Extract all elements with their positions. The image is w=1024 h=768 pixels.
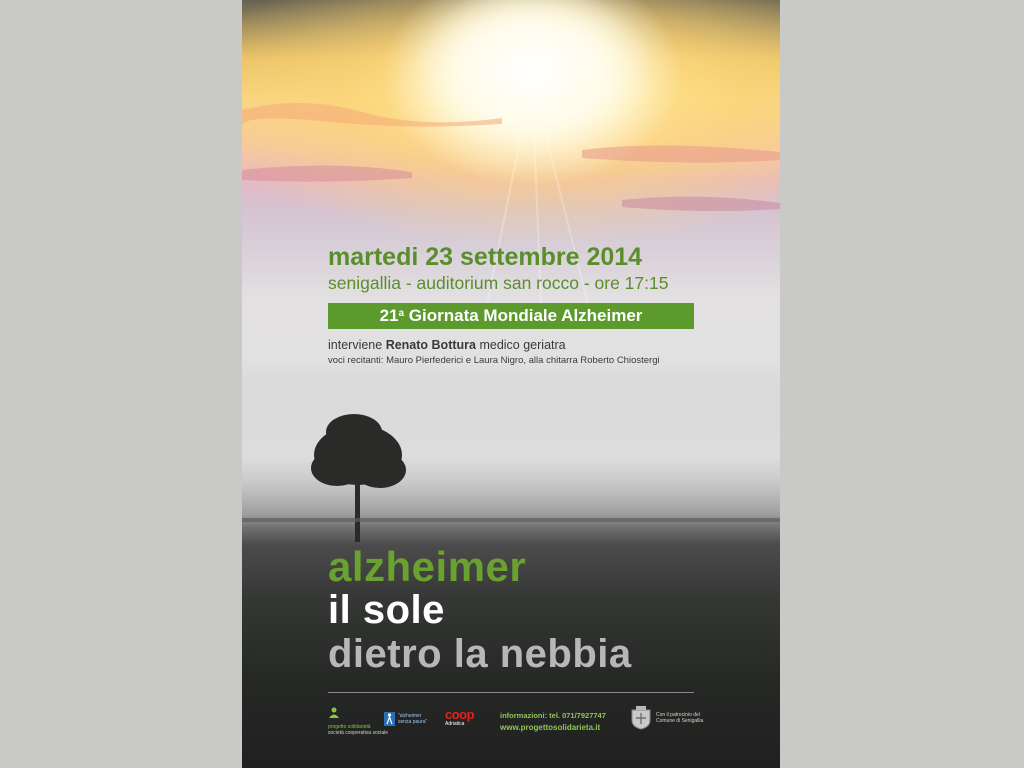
voices-line: voci recitanti: Mauro Pierfederici e Laura Nigro, alla chitarra Roberto Chiostergi xyxy=(328,355,660,366)
coop-sub: Adriatica xyxy=(445,721,465,727)
logo2-name: "alzheimer senza paura" xyxy=(398,713,428,725)
website-link[interactable]: www.progettosolidarieta.it xyxy=(500,723,601,732)
city-crest-icon xyxy=(630,706,652,730)
headline-alzheimer: alzheimer xyxy=(328,543,527,590)
figure-icon xyxy=(384,712,395,726)
headline-dietro-la-nebbia: dietro la nebbia xyxy=(328,632,632,676)
patronage-line1: Con il patrocinio del xyxy=(656,712,700,718)
info-phone: informazioni: tel. 071/7927747 xyxy=(500,711,606,720)
speaker-prefix: interviene xyxy=(328,338,383,352)
logo-alzheimer-senza-paura xyxy=(384,712,430,726)
patronage-comune-senigallia xyxy=(630,706,703,730)
patronage-line2: Comune di Senigallia xyxy=(656,718,704,724)
speaker-name: Renato Bottura xyxy=(385,338,476,352)
logo-progetto-solidarieta xyxy=(328,706,388,736)
event-title-band xyxy=(328,303,694,329)
footer-divider xyxy=(328,692,694,693)
event-date: martedi 23 settembre 2014 xyxy=(328,243,643,271)
event-poster xyxy=(242,0,780,768)
event-venue: senigallia - auditorium san rocco - ore 17:15 xyxy=(328,273,669,293)
people-icon xyxy=(328,707,340,719)
speaker-line xyxy=(328,338,566,352)
event-number: 21 xyxy=(379,306,399,325)
coop-wordmark: coop xyxy=(445,707,475,722)
event-ordinal: a xyxy=(398,307,405,319)
headline-il-sole: il sole xyxy=(328,588,445,632)
speaker-role: medico geriatra xyxy=(479,338,566,352)
event-name: Giornata Mondiale Alzheimer xyxy=(408,306,643,325)
logo1-name: progetto solidarietà xyxy=(328,724,371,730)
logo1-sub: società cooperativa sociale xyxy=(328,730,389,736)
horizon-line xyxy=(242,518,780,522)
logo-coop xyxy=(445,708,474,727)
sun-glow xyxy=(412,0,652,155)
